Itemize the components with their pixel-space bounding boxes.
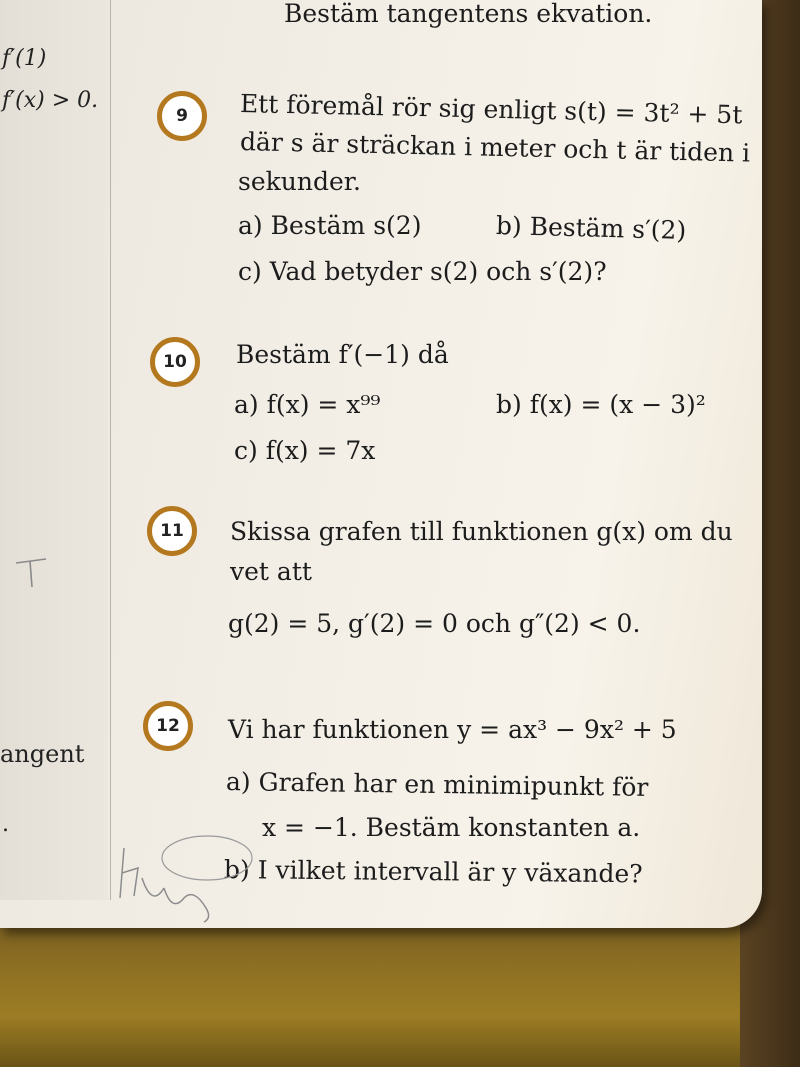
task-10-part-a: a) f(x) = x⁹⁹ xyxy=(234,390,381,419)
task-12-part-b: b) I vilket intervall är y växande? xyxy=(223,855,643,889)
margin-divider xyxy=(110,0,111,900)
task-number-badge-10: 10 xyxy=(150,337,200,387)
pencil-scribble-icon xyxy=(112,818,262,928)
left-fragment-4: . xyxy=(2,812,9,837)
task-12-part-a-line-1: a) Grafen har en minimipunkt för xyxy=(225,767,649,802)
task-9-line-3: sekunder. xyxy=(238,167,361,196)
pencil-mark-icon xyxy=(12,555,52,595)
task-11-condition: g(2) = 5, g′(2) = 0 och g″(2) < 0. xyxy=(228,609,641,638)
task-12-line-1: Vi har funktionen y = ax³ − 9x² + 5 xyxy=(228,715,677,744)
task-11-line-1: Skissa grafen till funktionen g(x) om du xyxy=(230,517,733,546)
top-heading: Bestäm tangentens ekvation. xyxy=(284,0,653,28)
task-11-line-2: vet att xyxy=(230,557,312,586)
task-12-part-a-line-2: x = −1. Bestäm konstanten a. xyxy=(262,813,641,842)
task-10-line-1: Bestäm f′(−1) då xyxy=(236,340,449,369)
task-9-line-1: Ett föremål rör sig enligt s(t) = 3t² + 5t xyxy=(239,89,743,130)
task-number-badge-11: 11 xyxy=(147,506,197,556)
left-fragment-2: f′(x) > 0. xyxy=(2,88,99,113)
task-9-part-a: a) Bestäm s(2) xyxy=(238,211,422,240)
left-fragment-1: f′(1) xyxy=(2,46,47,71)
task-9-part-b: b) Bestäm s′(2) xyxy=(495,211,687,245)
task-10-part-b: b) f(x) = (x − 3)² xyxy=(496,390,706,419)
task-number-badge-9: 9 xyxy=(157,91,207,141)
task-9-line-2: där s är sträckan i meter och t är tiden i xyxy=(239,127,751,168)
task-9-part-c: c) Vad betyder s(2) och s′(2)? xyxy=(238,257,607,286)
task-10-part-c: c) f(x) = 7x xyxy=(234,436,376,465)
left-fragment-3: angent xyxy=(0,740,85,768)
task-number-badge-12: 12 xyxy=(143,701,193,751)
